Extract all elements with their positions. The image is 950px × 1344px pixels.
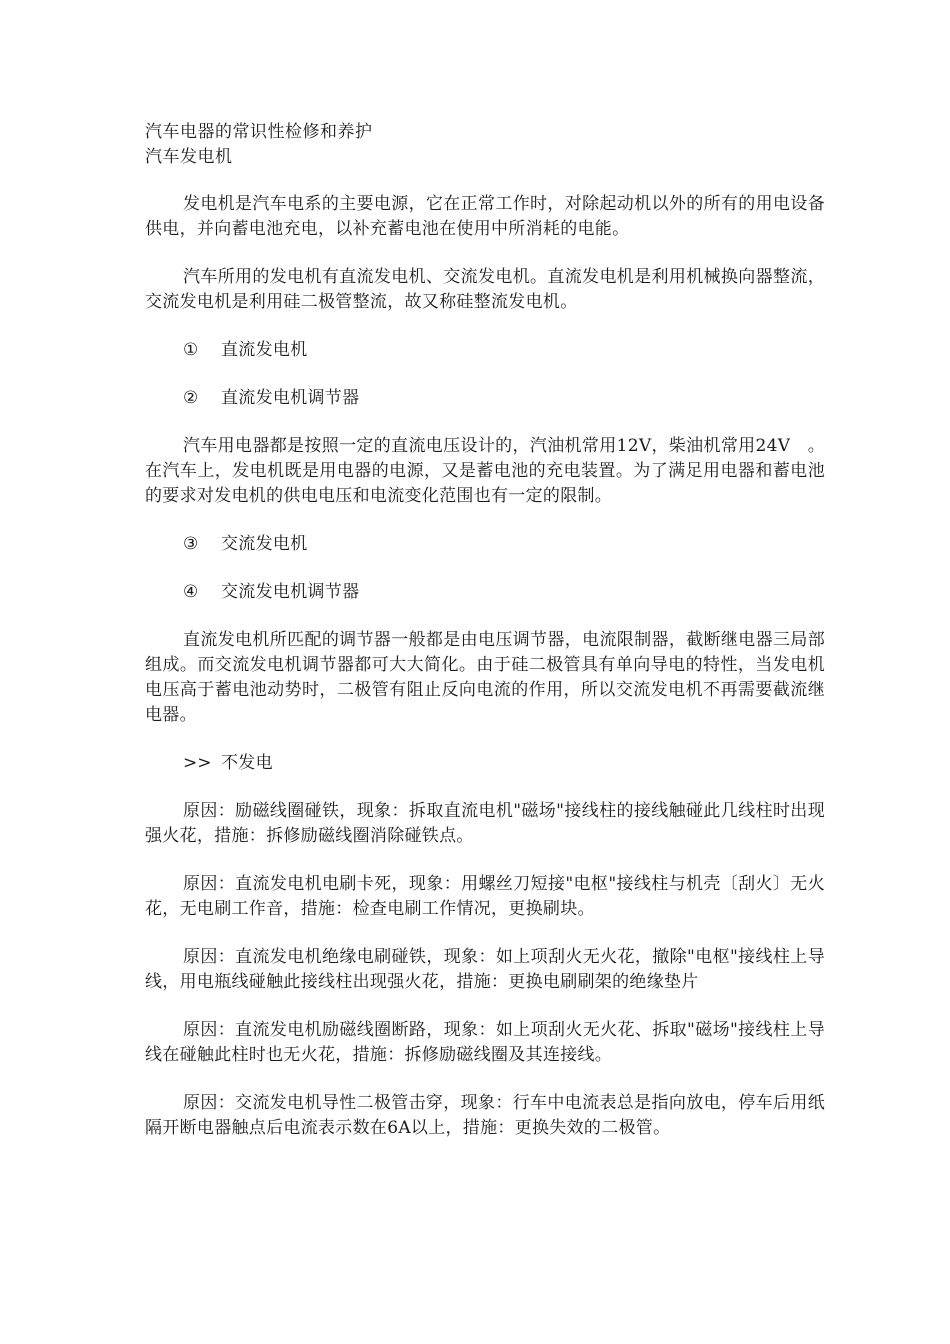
section-title-generator: 汽车发电机: [145, 147, 233, 167]
document-title: 汽车电器的常识性检修和养护: [145, 122, 373, 142]
paragraph-cause-3: 原因：直流发电机绝缘电刷碰铁，现象：如上项刮火无火花，撤除"电枢"接线柱上导线，用电瓶线碰触此接线柱出现强火花，措施：更换电刷刷架的绝缘垫片: [145, 947, 825, 992]
paragraph-generator-intro: 发电机是汽车电系的主要电源，它在正常工作时，对除起动机以外的所有的用电设备供电，并向蓄电池充电，以补充蓄电池在使用中所消耗的电能。: [145, 194, 825, 239]
list-marker: ④: [183, 582, 199, 602]
paragraph-cause-5: 原因：交流发电机导性二极管击穿，现象：行车中电流表总是指向放电，停车后用纸隔开断电器触点后电流表示数在6A以上，措施：更换失效的二极管。: [145, 1093, 825, 1138]
list-marker: >>: [183, 753, 212, 773]
list-item-ac-generator: [145, 532, 825, 557]
list-label: 直流发电机调节器: [221, 388, 360, 408]
list-label: 交流发电机调节器: [221, 582, 360, 602]
paragraph-voltage: 汽车用电器都是按照一定的直流电压设计的，汽油机常用12V，柴油机常用24V 。在汽车上，发电机既是用电器的电源，又是蓄电池的充电装置。为了满足用电器和蓄电池的要求对发电机的供电电压和电流变化范围也有一定的限制。: [145, 436, 825, 506]
list-label: 直流发电机: [221, 340, 308, 360]
paragraph-regulator: 直流发电机所匹配的调节器一般都是由电压调节器，电流限制器，截断继电器三局部组成。而交流发电机调节器都可大大简化。由于硅二极管具有单向导电的特性，当发电机电压高于蓄电池动势时，二极管有阻止反向电流的作用，所以交流发电机不再需要截流继电器。: [145, 630, 825, 725]
paragraph-cause-1: 原因：励磁线圈碰铁，现象：拆取直流电机"磁场"接线柱的接线触碰此几线柱时出现强火花，措施：拆修励磁线圈消除碰铁点。: [145, 801, 825, 846]
list-marker: ②: [183, 388, 199, 408]
list-item-ac-regulator: [145, 580, 825, 605]
list-item-dc-regulator: [145, 386, 825, 411]
paragraph-generator-types: 汽车所用的发电机有直流发电机、交流发电机。直流发电机是利用机械换向器整流，交流发电机是利用硅二极管整流，故又称硅整流发电机。: [145, 267, 825, 312]
list-label: 不发电: [221, 753, 273, 773]
list-marker: ①: [183, 340, 199, 360]
list-item-no-power: [145, 751, 825, 776]
paragraph-cause-4: 原因：直流发电机励磁线圈断路，现象：如上项刮火无火花、拆取"磁场"接线柱上导线在碰触此柱时也无火花，措施：拆修励磁线圈及其连接线。: [145, 1020, 825, 1065]
paragraph-cause-2: 原因：直流发电机电刷卡死，现象：用螺丝刀短接"电枢"接线柱与机壳〔刮火〕无火花，无电刷工作音，措施：检查电刷工作情况，更换刷块。: [145, 874, 825, 919]
list-label: 交流发电机: [221, 534, 308, 554]
document-page: [145, 120, 825, 1164]
list-marker: ③: [183, 534, 199, 554]
list-item-dc-generator: [145, 338, 825, 363]
